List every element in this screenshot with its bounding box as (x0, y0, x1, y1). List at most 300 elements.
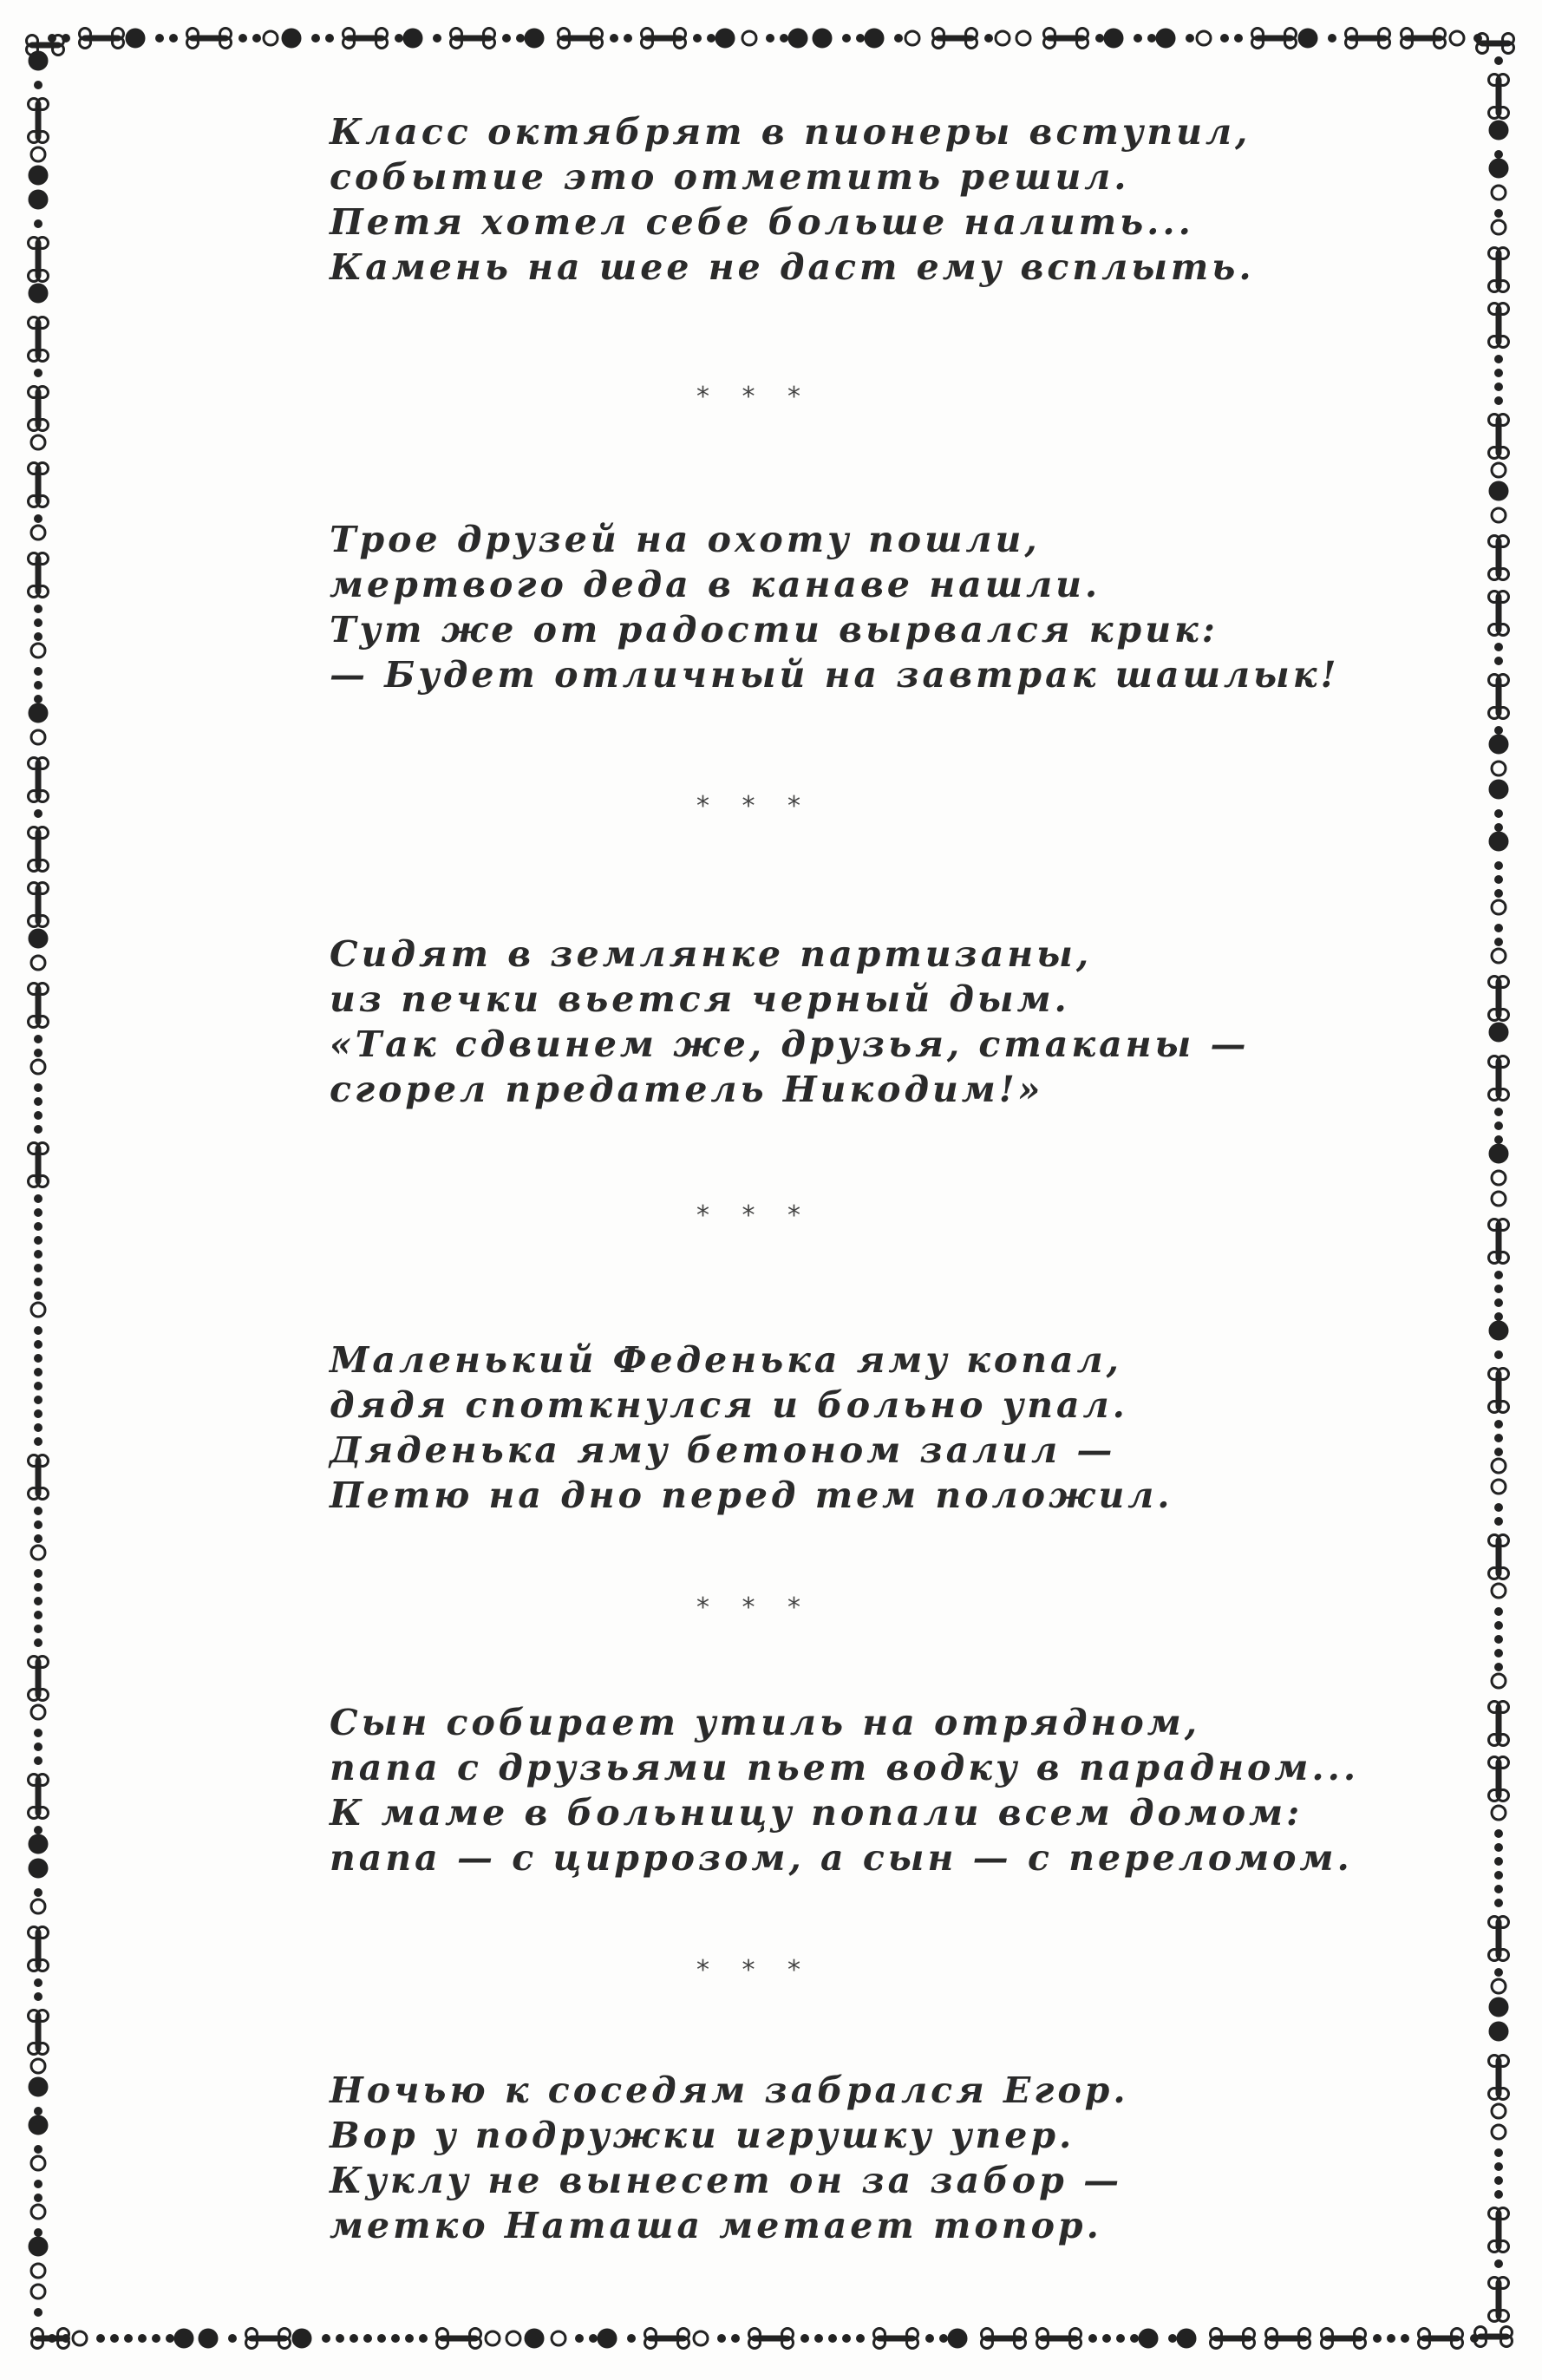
bead-ornament-icon (35, 2181, 42, 2188)
bead-ornament-icon (517, 35, 525, 42)
bone-ornament-icon (29, 883, 49, 927)
stanza-line: Петю на дно перед тем положил. (330, 1474, 1173, 1516)
stanza-line: Тут же от радости вырвался крик: (330, 609, 1219, 651)
bead-ornament-icon (35, 810, 42, 818)
bone-ornament-icon (1477, 34, 1514, 54)
bone-ornament-icon (1489, 1535, 1509, 1579)
bead-ornament-icon (73, 2331, 87, 2345)
bead-ornament-icon (31, 435, 45, 449)
bone-ornament-icon (933, 29, 977, 49)
bead-ornament-icon (1489, 735, 1508, 754)
bead-ornament-icon (1492, 762, 1506, 775)
bead-ornament-icon (1489, 159, 1508, 178)
bead-ornament-icon (35, 2229, 42, 2237)
bead-ornament-icon (1495, 938, 1503, 946)
bone-ornament-icon (1489, 304, 1509, 348)
bead-ornament-icon (1186, 35, 1194, 42)
bead-ornament-icon (35, 82, 42, 89)
bead-ornament-icon (31, 1705, 45, 1719)
bead-ornament-icon (35, 1570, 42, 1578)
bead-ornament-icon (1139, 2329, 1158, 2348)
bead-ornament-icon (985, 35, 993, 42)
bead-ornament-icon (1495, 657, 1503, 665)
bone-ornament-icon (749, 2329, 794, 2349)
bone-ornament-icon (29, 99, 49, 143)
bead-ornament-icon (905, 31, 919, 45)
bead-ornament-icon (29, 703, 48, 722)
bone-ornament-icon (451, 29, 495, 49)
stanza-line: из печки вьется черный дым. (330, 978, 1070, 1020)
bead-ornament-icon (29, 929, 48, 948)
bead-ornament-icon (1495, 1122, 1503, 1130)
bead-ornament-icon (35, 1126, 42, 1134)
stanza-line: «Так сдвинем же, друзья, стаканы — (330, 1023, 1250, 1065)
bead-ornament-icon (788, 29, 807, 48)
bead-ornament-icon (1495, 1448, 1503, 1456)
bead-ornament-icon (35, 1036, 42, 1043)
stanza-line: Сын собирает утиль на отрядном, (330, 1702, 1201, 1743)
bead-ornament-icon (1495, 1299, 1503, 1307)
bead-ornament-icon (1489, 832, 1508, 851)
bead-ornament-icon (29, 2237, 48, 2256)
bead-ornament-icon (253, 35, 261, 42)
bead-ornament-icon (857, 2335, 865, 2343)
bead-ornament-icon (31, 2285, 45, 2298)
stanza-2 (330, 517, 1353, 697)
bead-ornament-icon (506, 2331, 520, 2345)
bead-ornament-icon (35, 1535, 42, 1543)
bone-ornament-icon (1489, 2208, 1509, 2252)
stanza-line: К маме в больницу попали всем домом: (330, 1792, 1304, 1834)
bead-ornament-icon (35, 1049, 42, 1057)
bone-ornament-icon (1489, 415, 1509, 459)
bead-ornament-icon (1103, 2335, 1111, 2343)
bead-ornament-icon (35, 1889, 42, 1897)
bone-ornament-icon (29, 1657, 49, 1701)
bone-ornament-icon (29, 758, 49, 802)
bead-ornament-icon (694, 2331, 708, 2345)
bone-ornament-icon (1044, 29, 1088, 49)
bone-ornament-icon (1211, 2329, 1255, 2349)
bone-ornament-icon (29, 1143, 49, 1187)
bead-ornament-icon (97, 2335, 105, 2343)
section-separator: * * * (696, 1592, 813, 1623)
bead-ornament-icon (1489, 780, 1508, 799)
bead-ornament-icon (35, 1521, 42, 1529)
stanza-3 (330, 932, 1353, 1112)
stanza-line: сгорел предатель Никодим!» (330, 1069, 1044, 1110)
stanza-line: Камень на шее не даст ему всплыть. (330, 246, 1255, 288)
bead-ornament-icon (35, 1084, 42, 1092)
bead-ornament-icon (29, 166, 48, 185)
bead-ornament-icon (1134, 35, 1142, 42)
bead-ornament-icon (843, 35, 851, 42)
bead-ornament-icon (940, 2335, 948, 2343)
bead-ornament-icon (1495, 2163, 1503, 2171)
bead-ornament-icon (35, 1827, 42, 1834)
stanza-4 (330, 1337, 1353, 1518)
bead-ornament-icon (35, 1195, 42, 1203)
bead-ornament-icon (1489, 1321, 1508, 1340)
bead-ornament-icon (1495, 1421, 1503, 1429)
bead-ornament-icon (35, 1979, 42, 1987)
bead-ornament-icon (1177, 2329, 1196, 2348)
bone-ornament-icon (29, 1927, 49, 1971)
bead-ornament-icon (29, 2077, 48, 2096)
bead-ornament-icon (1131, 2335, 1139, 2343)
bone-ornament-icon (1266, 2329, 1310, 2349)
bead-ornament-icon (125, 2335, 133, 2343)
bead-ornament-icon (843, 2335, 851, 2343)
bone-ornament-icon (1489, 1757, 1509, 1801)
bead-ornament-icon (153, 2335, 160, 2343)
bead-ornament-icon (35, 2108, 42, 2115)
bone-ornament-icon (982, 2329, 1026, 2349)
bead-ornament-icon (1495, 1899, 1503, 1907)
bead-ornament-icon (1495, 1285, 1503, 1293)
bead-ornament-icon (813, 29, 832, 48)
bead-ornament-icon (801, 2335, 809, 2343)
bead-ornament-icon (486, 2331, 500, 2345)
bead-ornament-icon (1495, 397, 1503, 405)
bead-ornament-icon (35, 1743, 42, 1751)
bead-ornament-icon (1495, 1886, 1503, 1893)
bead-ornament-icon (29, 190, 48, 209)
bone-ornament-icon (187, 29, 232, 49)
bone-ornament-icon (1489, 977, 1509, 1021)
stanza-line: Маленький Феденька яму копал, (330, 1339, 1122, 1381)
bead-ornament-icon (35, 1757, 42, 1765)
bead-ornament-icon (1495, 1872, 1503, 1880)
bead-ornament-icon (1388, 2335, 1395, 2343)
bead-ornament-icon (1492, 1979, 1506, 1993)
bead-ornament-icon (35, 605, 42, 613)
bone-ornament-icon (1419, 2329, 1463, 2349)
bead-ornament-icon (392, 2335, 400, 2343)
bead-ornament-icon (139, 2335, 147, 2343)
bead-ornament-icon (1089, 2335, 1097, 2343)
bead-ornament-icon (31, 644, 45, 657)
bead-ornament-icon (35, 369, 42, 377)
bead-ornament-icon (35, 1383, 42, 1390)
bone-ornament-icon (642, 29, 686, 49)
bead-ornament-icon (1495, 644, 1503, 651)
bead-ornament-icon (715, 29, 735, 48)
bead-ornament-icon (694, 35, 702, 42)
bone-ornament-icon (29, 317, 49, 362)
bead-ornament-icon (1492, 1171, 1506, 1185)
bead-ornament-icon (323, 2335, 330, 2343)
bead-ornament-icon (35, 619, 42, 627)
bead-ornament-icon (1495, 2260, 1503, 2268)
bead-ornament-icon (1402, 2335, 1409, 2343)
bead-ornament-icon (1169, 2335, 1177, 2343)
bead-ornament-icon (1495, 1351, 1503, 1359)
bead-ornament-icon (1495, 369, 1503, 377)
bead-ornament-icon (35, 633, 42, 641)
bead-ornament-icon (292, 2329, 311, 2348)
bead-ornament-icon (624, 35, 632, 42)
bone-ornament-icon (645, 2329, 689, 2349)
bead-ornament-icon (1495, 810, 1503, 818)
bead-ornament-icon (326, 35, 334, 42)
bead-ornament-icon (1104, 29, 1123, 48)
bead-ornament-icon (350, 2335, 358, 2343)
stanza-line: Сидят в землянке партизаны, (330, 933, 1093, 975)
bead-ornament-icon (31, 1060, 45, 1074)
bead-ornament-icon (1489, 1023, 1508, 1042)
bead-ornament-icon (31, 2156, 45, 2170)
bone-ornament-icon (29, 984, 49, 1028)
bead-ornament-icon (1495, 151, 1503, 159)
bead-ornament-icon (167, 2335, 174, 2343)
bead-ornament-icon (1495, 1664, 1503, 1671)
bead-ornament-icon (29, 1834, 48, 1854)
bone-ornament-icon (29, 553, 49, 598)
bead-ornament-icon (1495, 727, 1503, 735)
bead-ornament-icon (926, 2335, 934, 2343)
bone-ornament-icon (1489, 2056, 1509, 2100)
bead-ornament-icon (1495, 824, 1503, 832)
bead-ornament-icon (1096, 35, 1104, 42)
bead-ornament-icon (1492, 1192, 1506, 1206)
bead-ornament-icon (1495, 2177, 1503, 2185)
bead-ornament-icon (35, 1341, 42, 1349)
bead-ornament-icon (1492, 186, 1506, 199)
bead-ornament-icon (1156, 29, 1175, 48)
bone-ornament-icon (29, 1455, 49, 1500)
bead-ornament-icon (1495, 1636, 1503, 1644)
bead-ornament-icon (31, 2059, 45, 2073)
bead-ornament-icon (1495, 57, 1503, 65)
bead-ornament-icon (1117, 2335, 1125, 2343)
bead-ornament-icon (239, 35, 247, 42)
stanza-line: Ночью к соседям забрался Егор. (330, 2069, 1129, 2111)
bead-ornament-icon (767, 35, 774, 42)
bead-ornament-icon (364, 2335, 372, 2343)
bone-ornament-icon (1489, 1702, 1509, 1746)
bead-ornament-icon (742, 31, 756, 45)
bead-ornament-icon (611, 35, 618, 42)
bead-ornament-icon (829, 2335, 837, 2343)
bone-ornament-icon (246, 2329, 291, 2349)
bead-ornament-icon (1495, 1830, 1503, 1838)
bone-ornament-icon (1489, 1219, 1509, 1264)
bead-ornament-icon (29, 1859, 48, 1878)
bead-ornament-icon (708, 35, 715, 42)
stanza-line: метко Наташа метает топор. (330, 2205, 1102, 2246)
bead-ornament-icon (732, 2335, 740, 2343)
bead-ornament-icon (229, 2335, 237, 2343)
stanza-line: мертвого деда в канаве нашли. (330, 564, 1101, 605)
bead-ornament-icon (264, 31, 278, 45)
bead-ornament-icon (1495, 1272, 1503, 1279)
bead-ornament-icon (35, 1625, 42, 1633)
bead-ornament-icon (156, 35, 164, 42)
bead-ornament-icon (35, 2309, 42, 2317)
bone-ornament-icon (1489, 75, 1509, 119)
bone-ornament-icon (1346, 29, 1390, 49)
bead-ornament-icon (170, 35, 178, 42)
bead-ornament-icon (35, 696, 42, 703)
stanza-line: — Будет отличный на завтрак шашлык! (330, 654, 1340, 696)
bone-ornament-icon (1322, 2329, 1366, 2349)
bead-ornament-icon (1298, 29, 1317, 48)
bone-ornament-icon (29, 463, 49, 507)
bone-ornament-icon (29, 1775, 49, 1819)
bead-ornament-icon (31, 956, 45, 970)
bead-ornament-icon (420, 2335, 428, 2343)
bone-ornament-icon (1489, 1917, 1509, 1961)
bead-ornament-icon (434, 35, 441, 42)
bead-ornament-icon (35, 1584, 42, 1592)
stanza-line: Куклу не вынесет он за забор — (330, 2160, 1123, 2201)
bead-ornament-icon (35, 1223, 42, 1231)
bead-ornament-icon (378, 2335, 386, 2343)
bead-ornament-icon (174, 2329, 193, 2348)
bead-ornament-icon (576, 2335, 584, 2343)
bead-ornament-icon (1495, 2191, 1503, 2199)
bead-ornament-icon (628, 2335, 636, 2343)
bead-ornament-icon (1495, 876, 1503, 884)
stanza-line: Трое друзей на охоту пошли, (330, 519, 1041, 560)
bead-ornament-icon (1492, 1480, 1506, 1494)
bead-ornament-icon (1492, 2104, 1506, 2118)
bone-ornament-icon (343, 29, 388, 49)
bone-ornament-icon (1489, 2278, 1509, 2322)
bone-ornament-icon (32, 2329, 69, 2349)
bone-ornament-icon (874, 2329, 918, 2349)
bead-ornament-icon (35, 1251, 42, 1259)
bone-ornament-icon (1489, 592, 1509, 636)
bead-ornament-icon (31, 730, 45, 744)
bead-ornament-icon (1495, 1858, 1503, 1866)
bead-ornament-icon (1489, 121, 1508, 140)
bead-ornament-icon (35, 1209, 42, 1217)
stanza-line: папа с друзьями пьет водку в парадном... (330, 1747, 1360, 1788)
section-separator: * * * (696, 791, 813, 821)
bead-ornament-icon (35, 1355, 42, 1363)
bead-ornament-icon (1495, 925, 1503, 932)
bead-ornament-icon (1495, 383, 1503, 391)
bone-ornament-icon (1037, 2329, 1081, 2349)
bead-ornament-icon (35, 2146, 42, 2154)
bead-ornament-icon (1235, 35, 1243, 42)
bead-ornament-icon (35, 1112, 42, 1120)
bead-ornament-icon (1489, 481, 1508, 500)
bead-ornament-icon (895, 35, 903, 42)
bone-ornament-icon (1489, 675, 1509, 719)
section-separator: * * * (696, 1200, 813, 1231)
bone-ornament-icon (1475, 2327, 1513, 2347)
bead-ornament-icon (35, 1598, 42, 1605)
bead-ornament-icon (35, 1410, 42, 1418)
bead-ornament-icon (31, 1899, 45, 1913)
bead-ornament-icon (1492, 463, 1506, 477)
bead-ornament-icon (35, 1369, 42, 1376)
bead-ornament-icon (1492, 220, 1506, 234)
bead-ornament-icon (35, 220, 42, 228)
bead-ornament-icon (1489, 1144, 1508, 1163)
bead-ornament-icon (1489, 2022, 1508, 2041)
bead-ornament-icon (996, 31, 1009, 45)
bone-ornament-icon (437, 2329, 481, 2349)
bead-ornament-icon (35, 1424, 42, 1432)
bead-ornament-icon (1495, 356, 1503, 363)
bead-ornament-icon (857, 35, 865, 42)
bead-ornament-icon (31, 2205, 45, 2219)
bead-ornament-icon (1492, 1584, 1506, 1598)
stanza-line: Вор у подружки игрушку упер. (330, 2115, 1075, 2156)
bead-ornament-icon (35, 1639, 42, 1647)
bead-ornament-icon (948, 2329, 967, 2348)
bead-ornament-icon (336, 2335, 344, 2343)
bead-ornament-icon (35, 1438, 42, 1446)
bead-ornament-icon (35, 1292, 42, 1300)
bead-ornament-icon (35, 682, 42, 690)
stanza-line: папа — с циррозом, а сын — с переломом. (330, 1837, 1353, 1879)
bead-ornament-icon (31, 147, 45, 161)
bone-ornament-icon (1489, 1369, 1509, 1413)
bead-ornament-icon (552, 2331, 565, 2345)
bead-ornament-icon (1495, 1969, 1503, 1977)
bead-ornament-icon (29, 2115, 48, 2135)
bone-ornament-icon (29, 827, 49, 872)
bead-ornament-icon (781, 35, 788, 42)
bead-ornament-icon (1492, 949, 1506, 963)
bead-ornament-icon (35, 2194, 42, 2202)
section-separator: * * * (696, 382, 813, 412)
bead-ornament-icon (35, 1729, 42, 1737)
stanza-6 (330, 2068, 1353, 2248)
stanza-line: Петя хотел себе больше налить... (330, 201, 1194, 243)
bone-ornament-icon (1489, 536, 1509, 580)
bead-ornament-icon (1495, 1518, 1503, 1526)
bead-ornament-icon (1495, 2149, 1503, 2157)
bead-ornament-icon (1492, 900, 1506, 914)
bead-ornament-icon (312, 35, 320, 42)
stanza-5 (330, 1700, 1360, 1880)
stanza-line: Класс октябрят в пионеры вступил, (330, 111, 1251, 153)
bead-ornament-icon (111, 2335, 119, 2343)
bead-ornament-icon (35, 1507, 42, 1515)
bead-ornament-icon (718, 2335, 726, 2343)
bead-ornament-icon (1492, 1674, 1506, 1688)
bone-ornament-icon (1402, 29, 1446, 49)
bead-ornament-icon (1450, 31, 1464, 45)
bead-ornament-icon (403, 29, 422, 48)
bead-ornament-icon (29, 284, 48, 303)
stanza-1 (330, 109, 1353, 290)
bead-ornament-icon (1374, 2335, 1382, 2343)
bead-ornament-icon (1495, 210, 1503, 218)
bead-ornament-icon (1495, 1622, 1503, 1630)
bead-ornament-icon (1495, 1313, 1503, 1321)
bead-ornament-icon (31, 1546, 45, 1559)
bead-ornament-icon (35, 1993, 42, 2001)
bead-ornament-icon (1495, 890, 1503, 898)
stanza-line: событие это отметить решил. (330, 156, 1130, 198)
bone-ornament-icon (27, 36, 64, 56)
bead-ornament-icon (1495, 1504, 1503, 1512)
bead-ornament-icon (1495, 1136, 1503, 1144)
bead-ornament-icon (1197, 31, 1211, 45)
bone-ornament-icon (559, 29, 603, 49)
bead-ornament-icon (503, 35, 511, 42)
bead-ornament-icon (35, 1098, 42, 1106)
bead-ornament-icon (35, 1612, 42, 1619)
bead-ornament-icon (1492, 508, 1506, 522)
